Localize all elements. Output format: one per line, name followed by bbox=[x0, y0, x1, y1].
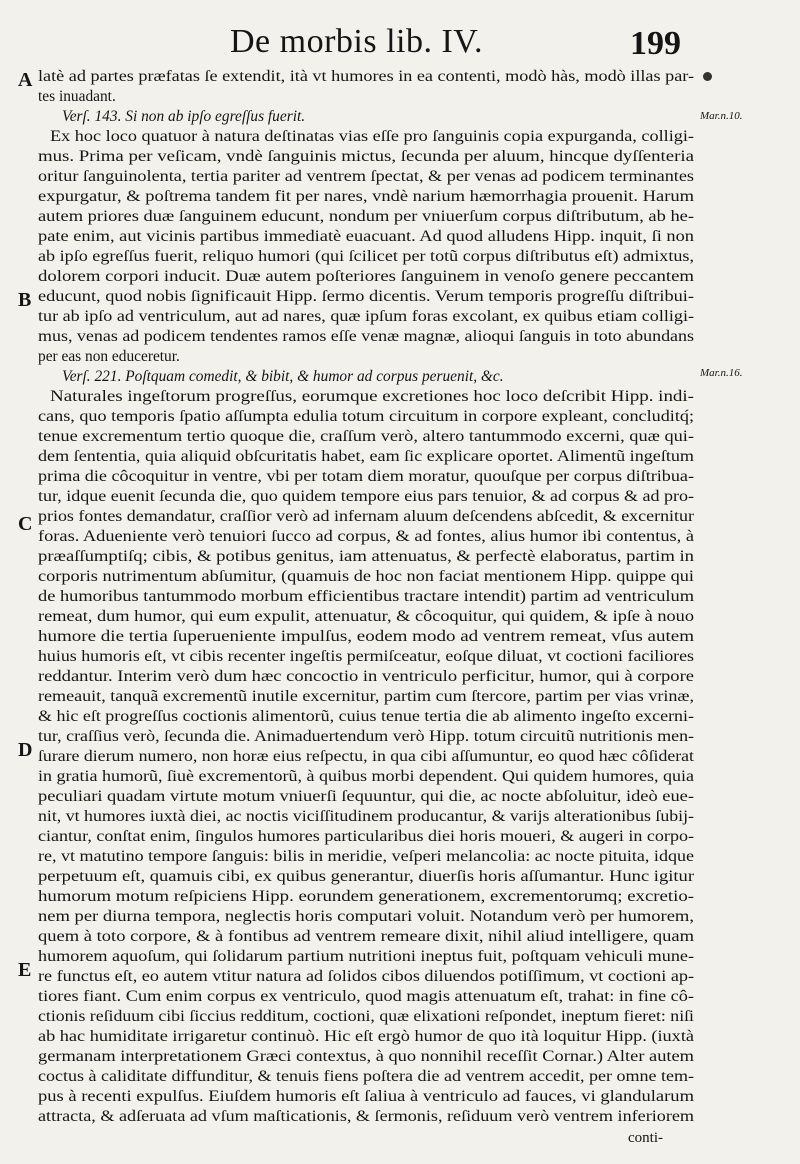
margin-note-1: Mar.n.10. bbox=[700, 110, 743, 122]
text-line: Verſ. 221. Poſtquam comedit, & bibit, & humor ad corpus peruenit, &c. bbox=[62, 368, 504, 385]
catchword: conti- bbox=[628, 1130, 663, 1146]
page-number: 199 bbox=[630, 25, 681, 62]
text-line: humorum motum reſpiciens Hipp. eorundem generationem, excrementorumq; excretio- bbox=[38, 888, 694, 905]
text-line: humore die tertia ſuperueniente impulſus, eodem modo ad ventrem remeat, vſus autem bbox=[38, 628, 694, 645]
text-line: tur, craſſius verò, ſecunda die. Animaduertendum verò Hipp. totum circuitũ nutritionis men- bbox=[38, 728, 694, 745]
text-line: re functus eſt, eo autem vtitur natura ad ſolidos cibos diluendos potiſſimum, vt coctioni ap- bbox=[38, 968, 694, 985]
text-line: ab hac humiditate irrigaretur continuò. Hic eſt ergò humor de quo ità loquitur Hipp. (iuxtà bbox=[38, 1028, 694, 1045]
text-line: autem priores duæ ſanguinem educunt, nondum per vniuerſum corpus diſtributum, ab he- bbox=[38, 208, 694, 225]
text-line: in gratia humorũ, ſiuè excrementorũ, à quibus morbi dependent. Qui quidem humores, quia bbox=[38, 768, 694, 785]
section-letter-e: E bbox=[18, 959, 32, 981]
text-line: Naturales ingeſtorum progreſſus, eorumque excretiones hoc loco deſcribit Hipp. indi- bbox=[50, 388, 694, 405]
section-letter-b: B bbox=[18, 289, 32, 311]
text-line: perpetuum eſt, quamuis cibi, ex quibus generantur, diuerſis horis aſſumantur. Hunc igitur bbox=[38, 868, 694, 885]
text-line: peculiari quadam virtute motum vniuerſi ſequuntur, qui die, ac nocte abſoluitur, ideò eue- bbox=[38, 788, 694, 805]
text-line: præaſſumptiſq; cibis, & potibus genitus, iam attenuatus, & perfectè elaboratus, partim in bbox=[38, 548, 694, 565]
text-line: humorem aquoſum, qui ſolidarum partium nutritioni ineptus fuit, poſtquam vehiculi mune- bbox=[38, 948, 694, 965]
text-line: & hic eſt progreſſus coctionis alimentorũ, cuius tenue tertia die ab alimento ingeſto excerni- bbox=[38, 708, 694, 725]
text-line: Verſ. 143. Si non ab ipſo egreſſus fuerit. bbox=[62, 108, 306, 125]
text-line: remeat, dum humor, qui eum expulit, attenuatur, & côcoquitur, qui quidem, & ipſe à nouo bbox=[38, 608, 694, 625]
running-title: De morbis lib. IV. bbox=[230, 23, 483, 60]
text-line: germanam interpretationem Græci contextus, à quo nonnihil receſſit Cornar.) Alter autem bbox=[38, 1048, 694, 1065]
text-line: huius humoris eſt, vt cibis recenter ingeſtis permiſceatur, eoſque diluat, vt coctioni faciliores bbox=[38, 648, 694, 665]
text-line: mus. Prima per veſicam, vndè ſanguinis mictus, ſecunda per aluum, hincque dyſſenteria bbox=[38, 148, 694, 165]
text-line: ciantur, conſtat enim, ſingulos humores particularibus diei horis moueri, & augeri in corpo- bbox=[38, 828, 694, 845]
text-line: oritur ſanguinolenta, tertia pariter ad ventrem ſpectat, & per venas ad podicem terminantes bbox=[38, 168, 694, 185]
text-line: pus à recenti expulſus. Eiuſdem humoris eſt ſaliua à ventriculo ad fauces, vi glandularum bbox=[38, 1088, 694, 1105]
text-line: ſurare dierum numero, non horæ eius reſpectu, in qua cibi aſſumuntur, eo quod hæc côſiderat bbox=[38, 748, 694, 765]
text-line: tenue excrementum tertio quoque die, craſſum verò, altero tantummodo excerni, quæ qui- bbox=[38, 428, 694, 445]
text-line: ctionis reſiduum cibi ſiccius redditum, coctioni, quæ elixationi reſpondet, ineptum fieret: niſi bbox=[38, 1008, 694, 1025]
text-line: educunt, quod nobis ſignificauit Hipp. ſermo dicentis. Verum temporis progreſſu diſtribui- bbox=[38, 288, 694, 305]
text-line: attracta, & adſeruata ad vſum maſticationis, & ſermonis, reſiduum verò ventrem inferiorem bbox=[38, 1108, 694, 1125]
text-line: tes inuadant. bbox=[38, 88, 116, 105]
text-line: Ex hoc loco quatuor à natura deſtinatas vias eſſe pro ſanguinis copia expurganda, colligi- bbox=[50, 128, 694, 145]
section-letter-c: C bbox=[18, 513, 33, 535]
text-line: dolorem corpori inducit. Duæ autem poſteriores ſanguinem in venoſo genere peccantem bbox=[38, 268, 694, 285]
text-line: corporis nutrimentum abſumitur, (quamuis de hoc non faciat mentionem Hipp. quippe qui bbox=[38, 568, 694, 585]
section-letter-d: D bbox=[18, 739, 33, 761]
text-line: re, vt matutino tempore ſanguis: bilis in meridie, veſperi melancolia: ac nocte pituita, idque bbox=[38, 848, 694, 865]
body-text bbox=[38, 67, 694, 1127]
text-line: remeauit, tanquã excrementũ inutile excernitur, partim cum ſtercore, partim per vias vrinæ, bbox=[38, 688, 694, 705]
text-line: ab ipſo egreſſus fuerit, reliquo humori (qui ſcilicet per totũ corpus diſtributus eſt) admixtus, bbox=[38, 248, 694, 265]
text-line: nem per diurna tempora, neglectis horis computari voluit. Notandum verò per humorem, bbox=[38, 908, 694, 925]
text-line: prima die côcoquitur in ventre, vbi per totam diem moratur, quouſque per corpus diſtribua- bbox=[38, 468, 694, 485]
text-line: latè ad partes præfatas ſe extendit, ità vt humores in ea contenti, modò hàs, modò illas par- bbox=[38, 68, 694, 85]
text-line: quem à toto corpore, & à fontibus ad ventrem remeare dixit, nihil aliud intelligere, quam bbox=[38, 928, 694, 945]
text-line: nit, vt humores iuxtà diei, ac noctis viciſſitudinem producantur, & varijs alterationibus ſubij- bbox=[38, 808, 694, 825]
text-line: prios fontes demandatur, craſſior verò ad infernam aluum deſcendens abſcedit, & excernitur bbox=[38, 508, 694, 525]
ink-blot-mark bbox=[703, 72, 712, 81]
margin-note-2: Mar.n.16. bbox=[700, 367, 743, 379]
page-header bbox=[0, 20, 800, 70]
text-line: expurgatur, & poſtrema tandem fit per nares, vndè narium hæmorrhagia prouenit. Harum bbox=[38, 188, 694, 205]
text-line: mus, venas ad podicem tendentes ramos eſſe venæ magnæ, alioqui ſanguis in toto abundans bbox=[38, 328, 694, 345]
text-line: tur ab ipſo ad ventriculum, aut ad nares, quæ ipſum foras excolant, ex quibus etiam colligi- bbox=[38, 308, 694, 325]
text-line: de humoribus tantummodo morbum efficientibus tractare intendit) partim ad ventriculum bbox=[38, 588, 694, 605]
text-line: cans, quo temporis ſpatio aſſumpta edulia totum circuitum in corpore expleant, concluditq́; bbox=[38, 408, 694, 425]
section-letter-a: A bbox=[18, 69, 33, 91]
text-line: pate enim, aut vicinis partibus immediatè euacuant. Ad quod alludens Hipp. inquit, ſi non bbox=[38, 228, 694, 245]
text-line: dem ſententia, quia aliquid obſcuritatis habet, eam ſic explicare oportet. Alimentũ ingeſtum bbox=[38, 448, 694, 465]
text-line: foras. Adueniente verò tenuiori ſucco ad corpus, & ad fontes, alius humor ibi contentus, à bbox=[38, 528, 694, 545]
text-line: per eas non educeretur. bbox=[38, 348, 180, 365]
text-line: tur, idque euenit ſecunda die, quo quidem tempore eius pars tenuior, & ad corpus & ad pro- bbox=[38, 488, 694, 505]
text-line: reddantur. Interim verò dum hæc concoctio in ventriculo perficitur, humor, qui à corpore bbox=[38, 668, 694, 685]
text-line: tiores fiant. Cum enim corpus ex ventriculo, quod magis attenuatum eſt, trahat: in fine cô- bbox=[38, 988, 694, 1005]
text-line: coctus à caliditate diffunditur, & tenuis fiens poſtera die ad ventrem accedit, per omne tem- bbox=[38, 1068, 694, 1085]
